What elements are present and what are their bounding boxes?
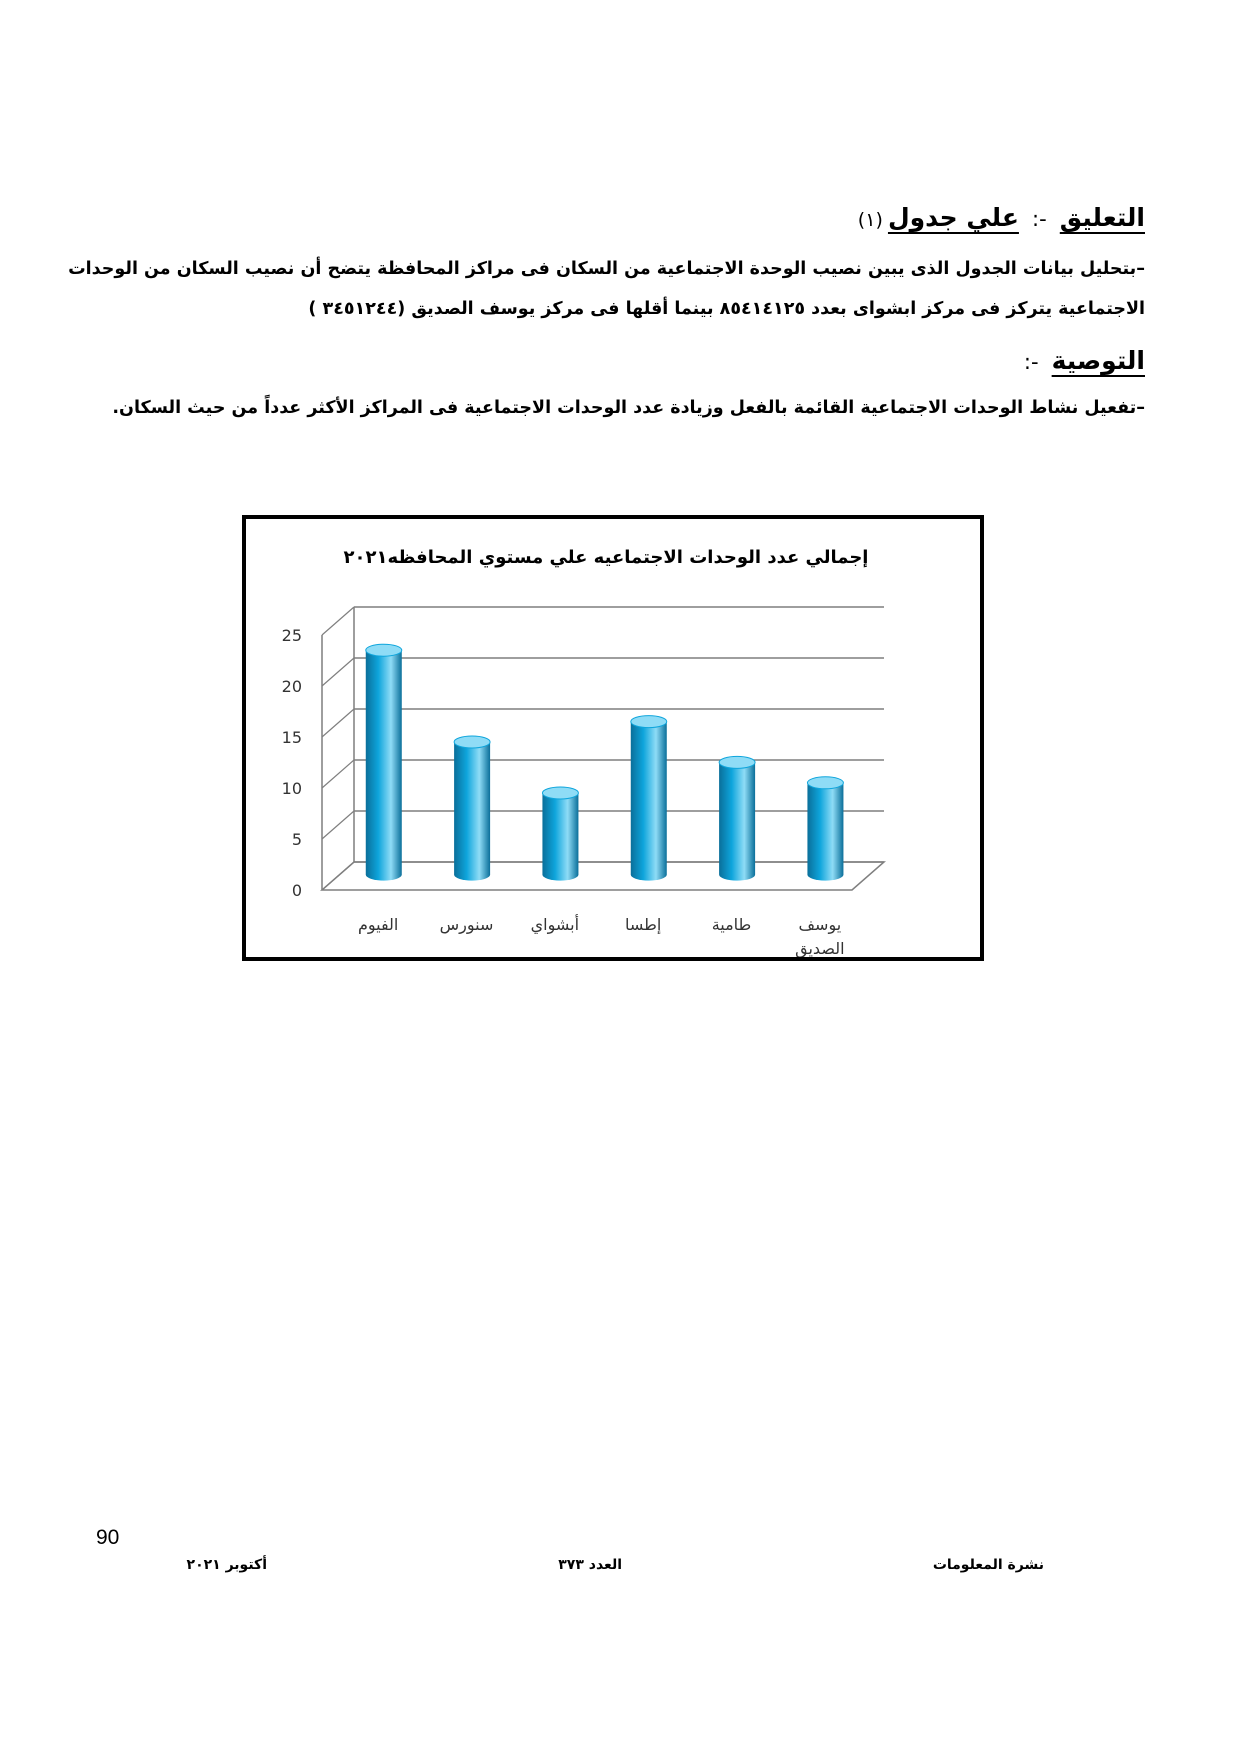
x-tick-label: أبشواي — [530, 915, 580, 934]
x-tick-label: يوسف — [798, 915, 842, 934]
bar — [807, 777, 843, 881]
page-number: 90 — [96, 1526, 120, 1549]
gridline-side — [322, 811, 354, 839]
gridline-side — [322, 760, 354, 788]
gridline-side — [322, 658, 354, 686]
y-tick-label: 0 — [291, 881, 302, 900]
bar-body — [542, 793, 578, 881]
y-tick-label: 15 — [281, 728, 302, 747]
recommendation-body: –تفعيل نشاط الوحدات الاجتماعية القائمة بالفعل وزيادة عدد الوحدات الاجتماعية فى المراكز الأكثر عدداً من حيث السكان. — [112, 398, 1145, 418]
comment-heading — [858, 203, 1145, 232]
recommendation-heading — [1016, 346, 1145, 375]
x-tick-label: سنورس — [439, 915, 494, 934]
bar — [542, 787, 578, 881]
bar-top — [631, 716, 667, 728]
gridline-side — [322, 709, 354, 737]
x-tick-label: الصديق — [795, 939, 845, 957]
comment-line-1: –بتحليل بيانات الجدول الذى يبين نصيب الوحدة الاجتماعية من السكان فى مراكز المحافظة يتضح أن نصيب السكان من الوحدات — [68, 259, 1145, 279]
bar-body — [366, 650, 402, 880]
bar-body — [807, 783, 843, 881]
footer-date: أكتوبر ٢٠٢١ — [186, 1557, 267, 1573]
bar-top — [719, 756, 755, 768]
bar-top — [366, 644, 402, 656]
comment-separator: -: — [1032, 207, 1047, 231]
footer-publication: نشرة المعلومات — [932, 1557, 1044, 1573]
x-tick-label: طامية — [711, 915, 752, 934]
bar-body — [631, 722, 667, 881]
bar-body — [454, 742, 490, 881]
bar-top — [542, 787, 578, 799]
recommendation-separator: -: — [1023, 350, 1039, 374]
y-tick-label: 25 — [281, 626, 302, 645]
comment-ref-label: علي جدول — [887, 203, 1019, 232]
y-tick-label: 5 — [291, 830, 302, 849]
bar-top — [454, 736, 490, 748]
comment-line-2: الاجتماعية يتركز فى مركز ابشواى بعدد ٨٥٤١٤١٢٥ بينما أقلها فى مركز يوسف الصديق (٣٤٥١٢٤٤ ) — [308, 299, 1145, 319]
comment-ref-number: (١) — [857, 209, 883, 231]
chart-floor — [322, 862, 884, 890]
comment-title: التعليق — [1059, 203, 1145, 232]
x-tick-label: إطسا — [625, 915, 662, 934]
gridline-side — [322, 607, 354, 635]
x-tick-label: الفيوم — [357, 915, 399, 934]
footer-issue: العدد ٣٧٣ — [558, 1557, 622, 1573]
bar-top — [807, 777, 843, 789]
bar-body — [719, 762, 755, 880]
y-tick-label: 10 — [281, 779, 302, 798]
bar — [719, 756, 755, 880]
recommendation-title: التوصية — [1051, 346, 1145, 375]
bar-chart — [246, 519, 980, 957]
chart-title: إجمالي عدد الوحدات الاجتماعيه علي مستوي المحافظه٢٠٢١ — [343, 547, 869, 568]
chart-frame — [242, 515, 984, 961]
bar — [366, 644, 402, 880]
bar — [631, 716, 667, 881]
bar — [454, 736, 490, 881]
y-tick-label: 20 — [281, 677, 302, 696]
